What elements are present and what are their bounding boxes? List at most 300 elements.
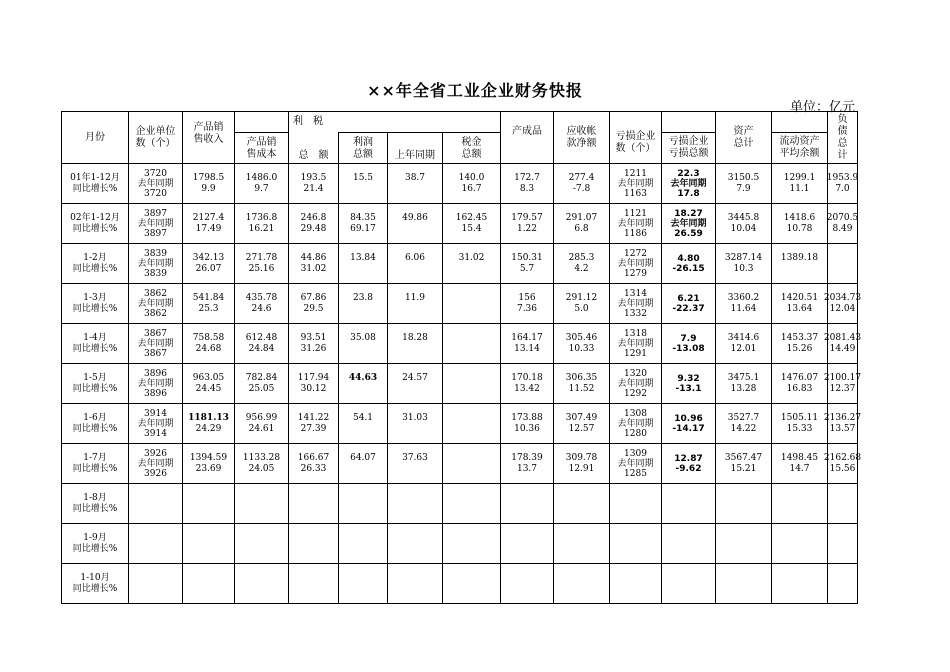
finished-cell — [501, 564, 554, 604]
value: 15.5 — [352, 173, 374, 183]
growth-rate — [470, 384, 473, 395]
cost-cell — [235, 484, 289, 524]
value: 758.58 — [192, 333, 225, 343]
tax-cell — [443, 284, 501, 324]
loss-units-cell: 1121 去年同期 1186 — [610, 204, 662, 244]
header-current-assets: 流动资产 平均余额 — [772, 133, 828, 164]
finished-cell — [501, 404, 554, 444]
value-pair — [443, 449, 500, 478]
assets-cell — [716, 284, 772, 324]
value: 3360.2 — [727, 293, 760, 303]
header-revenue: 产品销 售收入 — [183, 112, 235, 164]
value: 1389.18 — [780, 253, 819, 263]
growth-rate — [470, 464, 473, 475]
cost-cell — [235, 524, 289, 564]
revenue-cell — [183, 524, 235, 564]
loss-total-cell — [662, 564, 716, 604]
value-pair — [501, 409, 553, 438]
cost-cell — [235, 324, 289, 364]
last-year-cell — [388, 164, 443, 204]
loss-total-cell — [662, 524, 716, 564]
growth-rate — [470, 304, 473, 315]
value: 178.39 — [511, 453, 543, 463]
header-profit-tax: 利 税 — [289, 112, 501, 133]
last-year-cell — [388, 284, 443, 324]
value: 24.57 — [402, 373, 428, 383]
loss-units-cell: 1318 去年同期 1291 — [610, 324, 662, 364]
units-cell: 3720 去年同期 3720 — [129, 164, 183, 204]
growth-rate: 26.33 — [300, 464, 327, 474]
loss-total-cell: 12.87 -9.62 — [662, 444, 716, 484]
current-assets-cell — [772, 284, 828, 324]
value: 1420.51 — [780, 293, 819, 303]
profit-cell — [339, 284, 388, 324]
growth-rate: 69.17 — [350, 224, 376, 234]
value-pair — [388, 169, 442, 198]
growth-rate — [362, 304, 365, 315]
month-cell: 1-8月 同比增长% — [62, 484, 129, 524]
growth-rate: 23.69 — [195, 464, 222, 474]
growth-rate: 7.0 — [835, 184, 850, 194]
assets-cell — [716, 484, 772, 524]
value: 49.86 — [402, 213, 428, 223]
value-pair — [501, 449, 553, 478]
growth-rate: 24.61 — [248, 424, 275, 434]
profit-cell — [339, 244, 388, 284]
growth-rate — [470, 424, 473, 435]
growth-rate: 6.8 — [574, 224, 589, 234]
value: 3475.1 — [727, 373, 760, 383]
units-cell — [129, 484, 183, 524]
value: 67.86 — [300, 293, 327, 303]
tax-cell — [443, 484, 501, 524]
value: 37.63 — [402, 453, 428, 463]
value: 172.7 — [514, 173, 540, 183]
total-cell — [289, 444, 339, 484]
value: 6.06 — [404, 253, 426, 263]
value-pair — [289, 369, 338, 398]
tax-cell — [443, 324, 501, 364]
loss-units-cell — [610, 484, 662, 524]
header-total: 总 额 — [289, 133, 339, 164]
value-pair — [289, 409, 338, 438]
value: 1798.5 — [192, 173, 225, 183]
report-table-frame — [61, 111, 862, 594]
assets-cell — [716, 164, 772, 204]
value-pair — [289, 289, 338, 318]
value-pair — [235, 169, 288, 198]
table-row — [62, 404, 858, 444]
value-pair — [501, 329, 553, 358]
value: 291.12 — [565, 293, 598, 303]
table-row — [62, 244, 858, 284]
month-cell: 02年1-12月 同比增长% — [62, 204, 129, 244]
current-assets-cell — [772, 204, 828, 244]
value-pair — [554, 169, 609, 198]
loss-total-cell: 22.3 去年同期 17.8 — [662, 164, 716, 204]
value-pair — [183, 409, 234, 438]
growth-rate — [362, 264, 365, 275]
value: 150.31 — [511, 253, 543, 263]
header-tax: 税金 总额 — [443, 133, 501, 164]
value-pair — [554, 449, 609, 478]
tax-cell — [443, 444, 501, 484]
value-pair — [772, 409, 827, 438]
value — [470, 373, 473, 384]
value-pair — [716, 289, 771, 318]
current-assets-cell — [772, 444, 828, 484]
value: 342.13 — [192, 253, 225, 263]
value-pair — [772, 369, 827, 398]
value-pair — [443, 289, 500, 318]
value: 612.48 — [245, 333, 278, 343]
table-row — [62, 284, 858, 324]
value-pair — [183, 209, 234, 238]
growth-rate: 25.3 — [198, 304, 219, 314]
header-cost-spacer — [235, 112, 289, 133]
value-pair — [183, 169, 234, 198]
value-pair — [823, 449, 862, 478]
revenue-cell — [183, 324, 235, 364]
growth-rate: 24.68 — [195, 344, 222, 354]
liabilities-cell — [828, 164, 858, 204]
assets-cell — [716, 564, 772, 604]
value: 1299.1 — [783, 173, 816, 183]
growth-rate: 29.48 — [300, 224, 327, 234]
cost-cell — [235, 564, 289, 604]
value-pair — [235, 449, 288, 478]
value: 307.49 — [565, 413, 598, 423]
units-cell — [129, 524, 183, 564]
month-cell: 1-2月 同比增长% — [62, 244, 129, 284]
total-cell — [289, 364, 339, 404]
value: 2081.43 — [823, 333, 862, 343]
value: 246.8 — [300, 213, 327, 223]
growth-rate: -7.8 — [572, 184, 591, 194]
revenue-cell — [183, 164, 235, 204]
liabilities-cell — [823, 284, 862, 324]
value: 166.67 — [297, 453, 330, 463]
value — [470, 453, 473, 464]
value-pair — [183, 369, 234, 398]
growth-rate: 1.22 — [516, 224, 538, 234]
receivable-cell — [554, 204, 610, 244]
growth-rate — [414, 184, 417, 195]
value-pair — [772, 169, 827, 198]
last-year-cell — [388, 404, 443, 444]
growth-rate: 7.36 — [516, 304, 538, 314]
report-table — [61, 111, 862, 604]
value: 1181.13 — [188, 413, 229, 423]
units-cell: 3914 去年同期 3914 — [129, 404, 183, 444]
growth-rate: 10.78 — [786, 224, 813, 234]
value: 1486.0 — [245, 173, 278, 183]
growth-rate: 13.42 — [514, 384, 540, 394]
value-pair — [443, 249, 500, 278]
units-cell: 3897 去年同期 3897 — [129, 204, 183, 244]
growth-rate: 8.3 — [519, 184, 535, 194]
value-pair — [443, 209, 500, 238]
growth-rate: 26.07 — [195, 264, 222, 274]
profit-cell — [339, 204, 388, 244]
total-cell — [289, 564, 339, 604]
cost-cell — [235, 364, 289, 404]
growth-rate — [414, 304, 417, 315]
growth-rate: 31.26 — [300, 344, 327, 354]
value-pair — [443, 169, 500, 198]
value-pair — [289, 449, 338, 478]
value-pair — [772, 209, 827, 238]
growth-rate: 12.37 — [829, 384, 856, 394]
header-month: 月份 — [62, 112, 129, 164]
growth-rate: 12.04 — [829, 304, 856, 314]
growth-rate: 27.39 — [300, 424, 327, 434]
value: 3414.6 — [727, 333, 760, 343]
loss-total-cell: 18.27 去年同期 26.59 — [662, 204, 716, 244]
assets-cell — [716, 444, 772, 484]
value: 38.7 — [404, 173, 426, 183]
value-pair — [289, 249, 338, 278]
growth-rate: 25.05 — [248, 384, 275, 394]
total-cell — [289, 404, 339, 444]
value: 306.35 — [565, 373, 598, 383]
value-pair — [772, 289, 827, 318]
growth-rate: 5.7 — [519, 264, 535, 274]
revenue-cell — [183, 404, 235, 444]
growth-rate: 24.6 — [251, 304, 272, 314]
table-row — [62, 364, 858, 404]
value-pair — [235, 209, 288, 238]
profit-cell — [339, 444, 388, 484]
value-pair — [289, 209, 338, 238]
value — [841, 253, 844, 264]
growth-rate — [362, 184, 365, 195]
growth-rate: 8.49 — [832, 224, 853, 234]
value: 2070.5 — [826, 213, 859, 223]
value: 193.5 — [300, 173, 327, 183]
receivable-cell — [554, 524, 610, 564]
value-pair — [339, 369, 387, 398]
growth-rate: 12.01 — [730, 344, 757, 354]
finished-cell — [501, 484, 554, 524]
growth-rate: 24.84 — [248, 344, 275, 354]
receivable-cell — [554, 364, 610, 404]
total-cell — [289, 484, 339, 524]
last-year-cell — [388, 204, 443, 244]
value-pair — [772, 249, 827, 278]
loss-units-cell: 1320 去年同期 1292 — [610, 364, 662, 404]
value: 1133.28 — [242, 453, 281, 463]
growth-rate: 16.21 — [248, 224, 275, 234]
growth-rate: 13.7 — [516, 464, 538, 474]
value: 1498.45 — [780, 453, 819, 463]
last-year-cell — [388, 564, 443, 604]
growth-rate: 10.36 — [514, 424, 540, 434]
growth-rate: 24.05 — [248, 464, 275, 474]
growth-rate: 4.2 — [574, 264, 589, 274]
month-cell: 1-9月 同比增长% — [62, 524, 129, 564]
current-assets-cell — [772, 484, 828, 524]
value: 435.78 — [245, 293, 278, 303]
value-pair — [339, 329, 387, 358]
value-pair — [716, 409, 771, 438]
report-title: ××年全省工业企业财务快报 — [367, 81, 583, 100]
table-row — [62, 444, 858, 484]
value-pair — [823, 329, 862, 358]
value-pair — [501, 249, 553, 278]
value: 2162.68 — [823, 453, 862, 463]
receivable-cell — [554, 244, 610, 284]
value: 3445.8 — [727, 213, 760, 223]
last-year-cell — [388, 324, 443, 364]
growth-rate — [414, 344, 417, 355]
unit-label: 单位：亿元 — [790, 100, 856, 115]
growth-rate: 9.9 — [201, 184, 216, 194]
loss-units-cell: 1308 去年同期 1280 — [610, 404, 662, 444]
table-row — [62, 164, 858, 204]
cost-cell — [235, 204, 289, 244]
value-pair — [443, 369, 500, 398]
value-pair — [501, 209, 553, 238]
growth-rate: 17.49 — [195, 224, 222, 234]
assets-cell — [716, 244, 772, 284]
month-cell: 1-4月 同比增长% — [62, 324, 129, 364]
finished-cell — [501, 204, 554, 244]
total-cell — [289, 524, 339, 564]
growth-rate: 24.29 — [195, 424, 222, 434]
value: 2136.27 — [823, 413, 862, 423]
value: 44.86 — [300, 253, 327, 263]
growth-rate — [414, 384, 417, 395]
growth-rate: 31.02 — [300, 264, 327, 274]
growth-rate — [414, 424, 417, 435]
growth-rate: 25.16 — [248, 264, 275, 274]
tax-cell — [443, 364, 501, 404]
revenue-cell — [183, 564, 235, 604]
header-loss-spacer — [662, 112, 716, 133]
tax-cell — [443, 204, 501, 244]
tax-cell — [443, 164, 501, 204]
value-pair — [388, 209, 442, 238]
value-pair — [289, 169, 338, 198]
value-pair — [235, 409, 288, 438]
value-pair — [716, 209, 771, 238]
profit-cell — [339, 564, 388, 604]
value: 3567.47 — [724, 453, 763, 463]
table-header — [62, 112, 858, 164]
header-current-spacer — [772, 112, 828, 133]
tax-cell — [443, 244, 501, 284]
finished-cell — [501, 324, 554, 364]
growth-rate: 16.83 — [786, 384, 813, 394]
value: 31.02 — [458, 253, 485, 263]
value: 541.84 — [192, 293, 225, 303]
value-pair — [823, 369, 862, 398]
value-pair — [388, 329, 442, 358]
receivable-cell — [554, 164, 610, 204]
value-pair — [183, 289, 234, 318]
growth-rate — [362, 464, 365, 475]
table-row — [62, 524, 858, 564]
profit-cell — [339, 404, 388, 444]
last-year-cell — [388, 444, 443, 484]
current-assets-cell — [772, 244, 828, 284]
receivable-cell — [554, 564, 610, 604]
value: 93.51 — [300, 333, 327, 343]
value: 309.78 — [565, 453, 598, 463]
value-pair — [388, 409, 442, 438]
growth-rate: 13.14 — [514, 344, 540, 354]
value: 11.9 — [404, 293, 426, 303]
header-liabilities: 负 债 总 计 — [828, 112, 858, 164]
growth-rate: 5.0 — [574, 304, 589, 314]
value-pair — [828, 249, 857, 278]
month-cell: 1-6月 同比增长% — [62, 404, 129, 444]
total-cell — [289, 204, 339, 244]
total-cell — [289, 284, 339, 324]
liabilities-cell — [823, 444, 862, 484]
value-pair — [235, 289, 288, 318]
liabilities-cell — [828, 524, 858, 564]
total-cell — [289, 324, 339, 364]
finished-cell — [501, 164, 554, 204]
value-pair — [183, 249, 234, 278]
value-pair — [443, 409, 500, 438]
value-pair — [823, 289, 862, 318]
growth-rate — [414, 464, 417, 475]
header-units: 企业单位 数（个） — [129, 112, 183, 164]
value: 277.4 — [568, 173, 595, 183]
current-assets-cell — [772, 564, 828, 604]
profit-cell — [339, 524, 388, 564]
loss-total-cell: 7.9 -13.08 — [662, 324, 716, 364]
value: 2034.73 — [823, 293, 862, 303]
value: 3527.7 — [727, 413, 760, 423]
value: 141.22 — [297, 413, 330, 423]
value: 44.63 — [348, 373, 378, 383]
value-pair — [339, 209, 387, 238]
value: 84.35 — [350, 213, 376, 223]
growth-rate: 13.28 — [730, 384, 757, 394]
liabilities-cell — [823, 324, 862, 364]
value-pair — [501, 289, 553, 318]
assets-cell — [716, 204, 772, 244]
loss-units-cell: 1314 去年同期 1332 — [610, 284, 662, 324]
loss-total-cell: 4.80 -26.15 — [662, 244, 716, 284]
growth-rate: 11.52 — [568, 384, 595, 394]
header-cost: 产品销 售成本 — [235, 133, 289, 164]
value: 782.84 — [245, 373, 278, 383]
assets-cell — [716, 524, 772, 564]
value: 1476.07 — [780, 373, 819, 383]
tax-cell — [443, 404, 501, 444]
value-pair — [716, 249, 771, 278]
receivable-cell — [554, 484, 610, 524]
units-cell: 3867 去年同期 3867 — [129, 324, 183, 364]
value-pair — [388, 249, 442, 278]
value: 3287.14 — [724, 253, 763, 263]
value: 1394.59 — [189, 453, 228, 463]
liabilities-cell — [823, 364, 862, 404]
growth-rate: 12.91 — [568, 464, 595, 474]
growth-rate — [414, 224, 417, 235]
value: 1418.6 — [783, 213, 816, 223]
total-cell — [289, 244, 339, 284]
receivable-cell — [554, 284, 610, 324]
value: 156 — [518, 293, 536, 303]
value-pair — [339, 249, 387, 278]
cost-cell — [235, 284, 289, 324]
